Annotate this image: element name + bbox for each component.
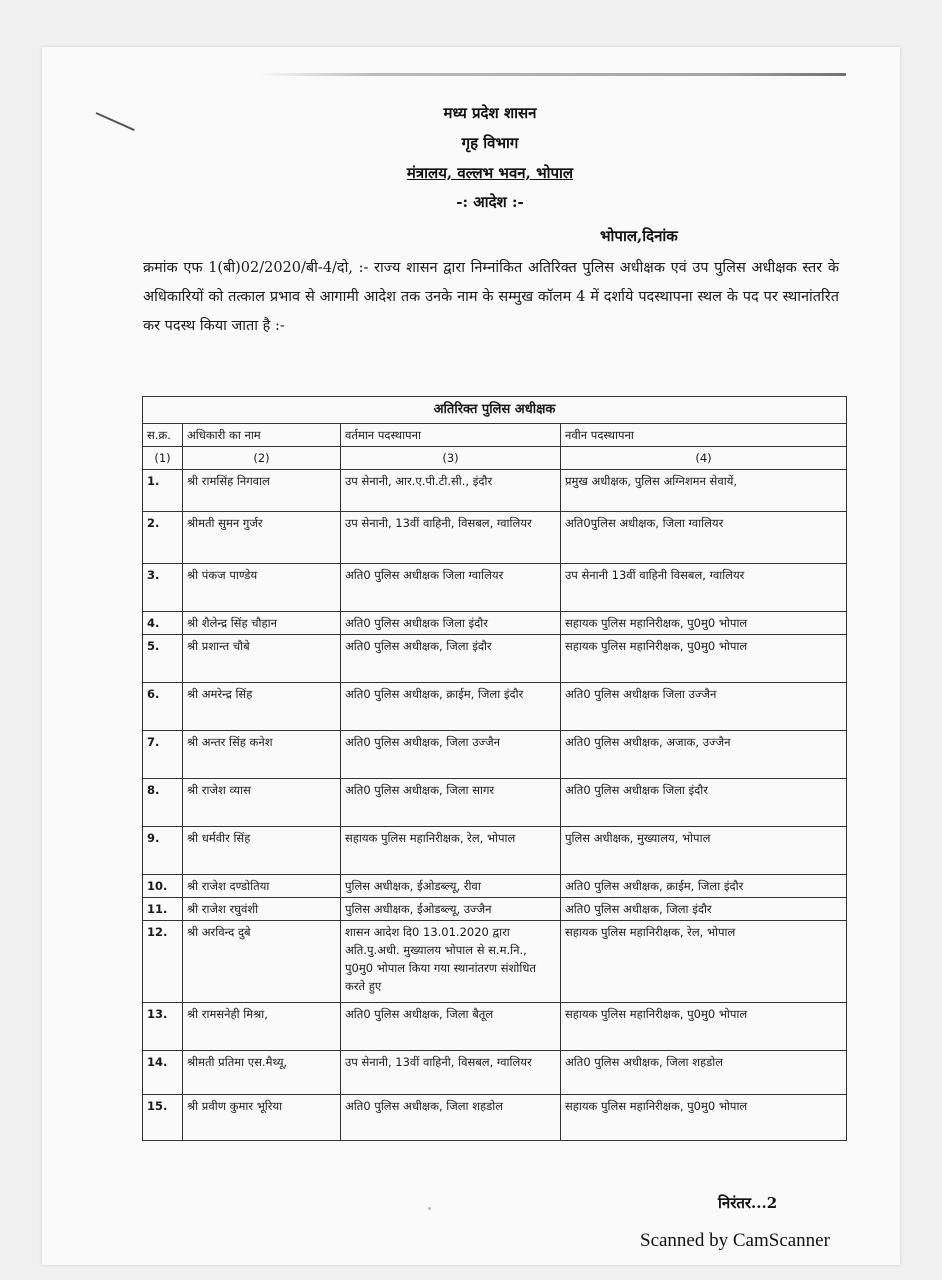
row-current-posting: पुलिस अधीक्षक, ईओडब्ल्यू, उज्जैन (341, 898, 561, 921)
header-government: मध्य प्रदेश शासन (443, 104, 537, 122)
row-new-posting: सहायक पुलिस महानिरीक्षक, पु0मु0 भोपाल (561, 635, 847, 683)
continued-label: निरंतर...2 (718, 1194, 778, 1212)
row-officer-name: श्री रामसिंह निगवाल (183, 470, 341, 512)
row-current-posting: अति0 पुलिस अधीक्षक, जिला बैतूल (341, 1003, 561, 1051)
table-row (143, 1095, 847, 1141)
row-current-posting: सहायक पुलिस महानिरीक्षक, रेल, भोपाल (341, 827, 561, 875)
row-serial-number: 9. (143, 827, 183, 875)
row-officer-name: श्री राजेश दण्डोतिया (183, 875, 341, 898)
order-title: -: आदेश :- (456, 193, 524, 211)
row-officer-name: श्री अरविन्द दुबे (183, 921, 341, 1003)
row-officer-name: श्री अमरेन्द्र सिंह (183, 683, 341, 731)
transfer-table (142, 396, 847, 1141)
table-row (143, 1051, 847, 1095)
row-officer-name: श्री अन्तर सिंह कनेश (183, 731, 341, 779)
row-serial-number: 1. (143, 470, 183, 512)
scan-dot (428, 1207, 431, 1210)
row-serial-number: 2. (143, 512, 183, 564)
row-officer-name: श्री शैलेन्द्र सिंह चौहान (183, 612, 341, 635)
row-new-posting: अति0 पुलिस अधीक्षक, क्राईम, जिला इंदौर (561, 875, 847, 898)
table-row (143, 875, 847, 898)
row-new-posting: अति0 पुलिस अधीक्षक जिला इंदौर (561, 779, 847, 827)
header-current-posting: वर्तमान पदस्थापना (341, 424, 561, 447)
top-border-line (258, 73, 846, 76)
header-new-posting: नवीन पदस्थापना (561, 424, 847, 447)
row-serial-number: 6. (143, 683, 183, 731)
row-serial-number: 4. (143, 612, 183, 635)
row-current-posting: पुलिस अधीक्षक, ईओडब्ल्यू, रीवा (341, 875, 561, 898)
row-current-posting: उप सेनानी, 13वीं वाहिनी, विसबल, ग्वालियर (341, 1051, 561, 1095)
row-current-posting: अति0 पुलिस अधीक्षक, जिला सागर (341, 779, 561, 827)
table-row (143, 612, 847, 635)
row-current-posting: अति0 पुलिस अधीक्षक, जिला उज्जैन (341, 731, 561, 779)
row-officer-name: श्री राजेश व्यास (183, 779, 341, 827)
row-current-posting: अति0 पुलिस अधीक्षक, जिला शहडोल (341, 1095, 561, 1141)
row-current-posting: अति0 पुलिस अधीक्षक जिला इंदौर (341, 612, 561, 635)
row-officer-name: श्री प्रशान्त चौबे (183, 635, 341, 683)
row-current-posting: उप सेनानी, आर.ए.पी.टी.सी., इंदौर (341, 470, 561, 512)
table-row (143, 564, 847, 612)
table-row (143, 683, 847, 731)
table-row (143, 921, 847, 1003)
date-line: भोपाल,दिनांक (600, 227, 678, 245)
row-serial-number: 3. (143, 564, 183, 612)
row-officer-name: श्री पंकज पाण्डेय (183, 564, 341, 612)
row-serial-number: 7. (143, 731, 183, 779)
table-row (143, 898, 847, 921)
row-current-posting: उप सेनानी, 13वीं वाहिनी, विसबल, ग्वालियर (341, 512, 561, 564)
row-new-posting: सहायक पुलिस महानिरीक्षक, रेल, भोपाल (561, 921, 847, 1003)
row-new-posting: पुलिस अधीक्षक, मुख्यालय, भोपाल (561, 827, 847, 875)
row-current-posting: अति0 पुलिस अधीक्षक, जिला इंदौर (341, 635, 561, 683)
header-name: अधिकारी का नाम (183, 424, 341, 447)
order-paragraph: क्रमांक एफ 1(बी)02/2020/बी-4/दो, :- राज्य शासन द्वारा निम्नांकित अतिरिक्त पुलिस अधीक्षक एवं उप पुलिस अधीक्षक स्तर के अधिकारियों को तत्काल प्रभाव से आगामी आदेश तक उनके नाम के सम्मुख कॉलम 4 में दर्शाये पदस्थापना स्थल के पद पर स्थानांतरित कर पदस्थ किया जाता है :- (143, 260, 839, 334)
transfer-table-container (142, 396, 846, 1182)
row-serial-number: 5. (143, 635, 183, 683)
col-number-4: (4) (561, 447, 847, 470)
row-serial-number: 15. (143, 1095, 183, 1141)
table-row (143, 635, 847, 683)
scanner-watermark: Scanned by CamScanner (640, 1230, 830, 1251)
row-officer-name: श्री राजेश रघुवंशी (183, 898, 341, 921)
table-body (143, 470, 847, 1141)
row-new-posting: अति0 पुलिस अधीक्षक, जिला शहडोल (561, 1051, 847, 1095)
row-new-posting: सहायक पुलिस महानिरीक्षक, पु0मु0 भोपाल (561, 612, 847, 635)
table-row (143, 779, 847, 827)
row-officer-name: श्रीमती प्रतिमा एस.मैथ्यू, (183, 1051, 341, 1095)
row-new-posting: प्रमुख अधीक्षक, पुलिस अग्निशमन सेवायें, (561, 470, 847, 512)
row-serial-number: 13. (143, 1003, 183, 1051)
table-row (143, 512, 847, 564)
table-row (143, 1003, 847, 1051)
row-serial-number: 14. (143, 1051, 183, 1095)
row-serial-number: 8. (143, 779, 183, 827)
table-row (143, 827, 847, 875)
row-serial-number: 10. (143, 875, 183, 898)
col-number-2: (2) (183, 447, 341, 470)
row-new-posting: सहायक पुलिस महानिरीक्षक, पु0मु0 भोपाल (561, 1003, 847, 1051)
row-serial-number: 12. (143, 921, 183, 1003)
row-officer-name: श्री धर्मवीर सिंह (183, 827, 341, 875)
row-new-posting: अति0 पुलिस अधीक्षक, जिला इंदौर (561, 898, 847, 921)
row-new-posting: सहायक पुलिस महानिरीक्षक, पु0मु0 भोपाल (561, 1095, 847, 1141)
row-current-posting: शासन आदेश दि0 13.01.2020 द्वारा अति.पु.अधी. मुख्यालय भोपाल से स.म.नि., पु0मु0 भोपाल किया गया स्थानांतरण संशोधित करते हुए (341, 921, 561, 1003)
row-current-posting: अति0 पुलिस अधीक्षक, क्राईम, जिला इंदौर (341, 683, 561, 731)
header-address: मंत्रालय, वल्लभ भवन, भोपाल (406, 164, 574, 182)
row-current-posting: अति0 पुलिस अधीक्षक जिला ग्वालियर (341, 564, 561, 612)
row-officer-name: श्री प्रवीण कुमार भूरिया (183, 1095, 341, 1141)
row-new-posting: अति0 पुलिस अधीक्षक जिला उज्जैन (561, 683, 847, 731)
row-officer-name: श्रीमती सुमन गुर्जर (183, 512, 341, 564)
col-number-1: (1) (143, 447, 183, 470)
header-sn: स.क्र. (143, 424, 183, 447)
header-order (300, 193, 680, 211)
row-serial-number: 11. (143, 898, 183, 921)
row-officer-name: श्री रामसनेही मिश्रा, (183, 1003, 341, 1051)
row-new-posting: अति0पुलिस अधीक्षक, जिला ग्वालियर (561, 512, 847, 564)
table-title: अतिरिक्त पुलिस अधीक्षक (143, 397, 847, 424)
header-department: गृह विभाग (461, 134, 519, 152)
col-number-3: (3) (341, 447, 561, 470)
row-new-posting: उप सेनानी 13वीं वाहिनी विसबल, ग्वालियर (561, 564, 847, 612)
table-row (143, 470, 847, 512)
table-row (143, 731, 847, 779)
row-new-posting: अति0 पुलिस अधीक्षक, अजाक, उज्जैन (561, 731, 847, 779)
